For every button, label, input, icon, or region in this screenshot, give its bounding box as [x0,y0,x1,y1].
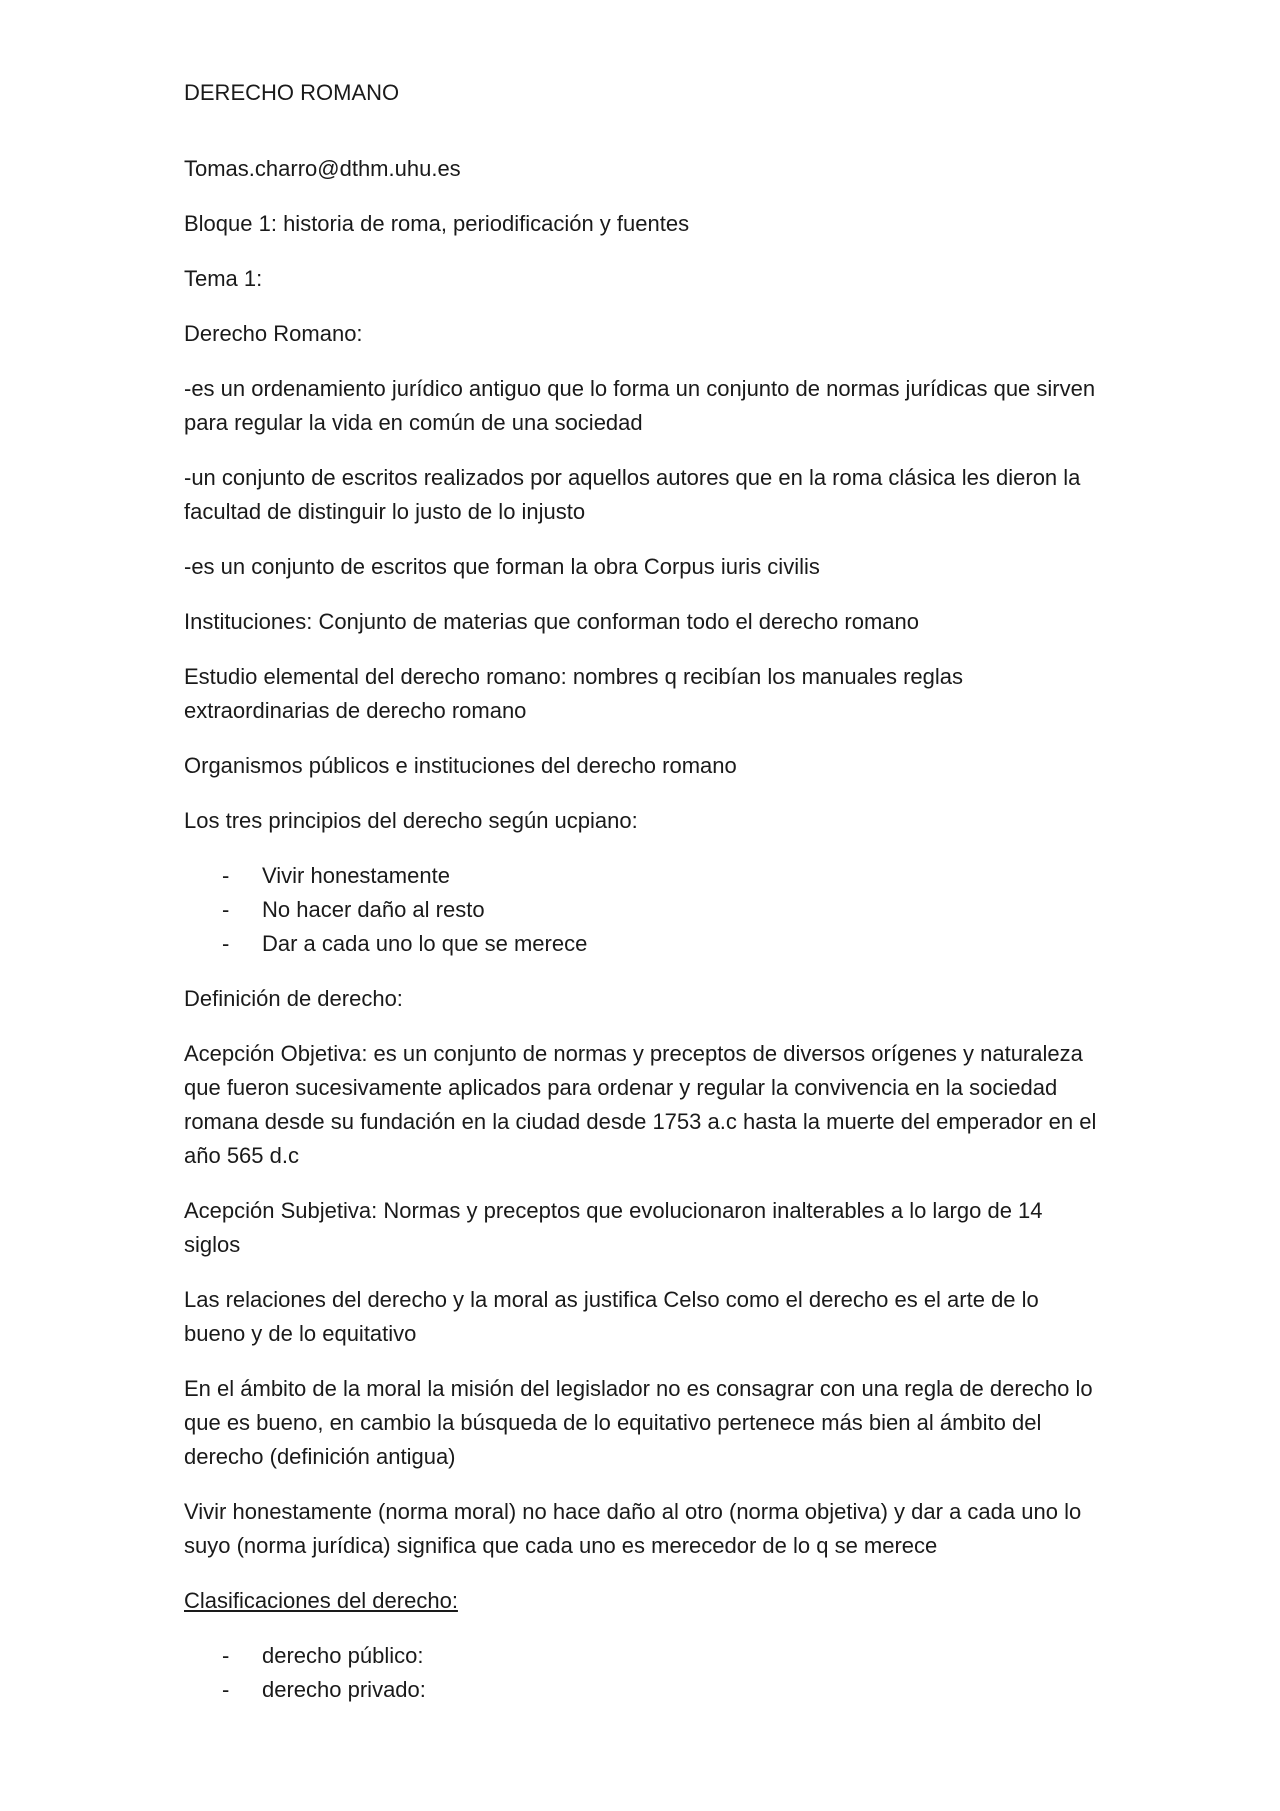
bullet-dash: - [222,1677,230,1702]
section-heading: Derecho Romano: [184,321,363,346]
list-item-text: Dar a cada uno lo que se merece [262,931,588,956]
list-item [184,893,1104,927]
bullet-dash: - [222,931,230,956]
definicion-heading: Definición de derecho: [184,986,403,1011]
clasificaciones-heading: Clasificaciones del derecho: [184,1588,458,1613]
relaciones-paragraph: Las relaciones del derecho y la moral as justifica Celso como el derecho es el arte de lo bueno y de lo equitativo [184,1287,1039,1346]
clasificaciones-list [184,1639,1104,1707]
list-item-text: No hacer daño al resto [262,897,485,922]
document-title: DERECHO ROMANO [184,80,400,105]
bullet-dash: - [222,1643,230,1668]
bullet-dash: - [222,863,230,888]
list-item-text: derecho privado: [262,1677,426,1702]
block-heading: Bloque 1: historia de roma, periodificación y fuentes [184,211,690,236]
acepcion-objetiva-paragraph: Acepción Objetiva: es un conjunto de normas y preceptos de diversos orígenes y naturaleza que fueron sucesivamente aplicados para ordenar y regular la convivencia en la sociedad romana desde su fundación en la ciudad desde 1753 a.c hasta la muerte del emperador en el año 565 d.c [184,1041,1097,1168]
estudio-paragraph: Estudio elemental del derecho romano: nombres q recibían los manuales reglas extraordinarias de derecho romano [184,664,963,723]
vivir-honestamente-paragraph: Vivir honestamente (norma moral) no hace daño al otro (norma objetiva) y dar a cada uno lo suyo (norma jurídica) significa que cada uno es merecedor de lo q se merece [184,1499,1082,1558]
ambito-moral-paragraph: En el ámbito de la moral la misión del legislador no es consagrar con una regla de derecho lo que es bueno, en cambio la búsqueda de lo equitativo pertenece más bien al ámbito del derecho (definición antigua) [184,1376,1093,1469]
instituciones-paragraph: Instituciones: Conjunto de materias que conforman todo el derecho romano [184,609,919,634]
author-email: Tomas.charro@dthm.uhu.es [184,156,461,181]
acepcion-subjetiva-paragraph: Acepción Subjetiva: Normas y preceptos que evolucionaron inalterables a lo largo de 14 siglos [184,1198,1043,1257]
definition-paragraph: -un conjunto de escritos realizados por aquellos autores que en la roma clásica les dieron la facultad de distinguir lo justo de lo injusto [184,465,1081,524]
list-item-text: Vivir honestamente [262,863,450,888]
principios-heading: Los tres principios del derecho según ucpiano: [184,808,638,833]
organismos-paragraph: Organismos públicos e instituciones del derecho romano [184,753,737,778]
list-item [184,927,1104,961]
definition-paragraph: -es un conjunto de escritos que forman la obra Corpus iuris civilis [184,554,820,579]
definition-paragraph: -es un ordenamiento jurídico antiguo que lo forma un conjunto de normas jurídicas que sirven para regular la vida en común de una sociedad [184,376,1096,435]
list-item-text: derecho público: [262,1643,424,1668]
principios-list [184,859,1104,961]
list-item [184,859,1104,893]
topic-heading: Tema 1: [184,266,263,291]
list-item [184,1673,1104,1707]
list-item [184,1639,1104,1673]
document-body [184,152,1104,1728]
bullet-dash: - [222,897,230,922]
